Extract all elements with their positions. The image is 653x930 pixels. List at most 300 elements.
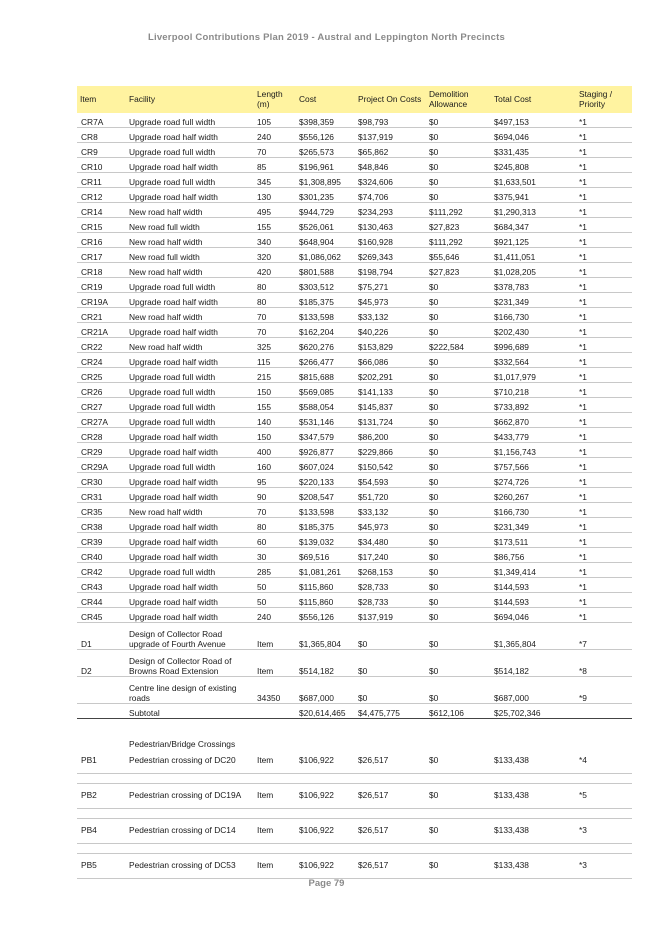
table-cell: $1,290,313 <box>491 203 576 218</box>
table-cell: $185,375 <box>296 518 355 533</box>
table-cell: $34,480 <box>355 533 426 548</box>
table-cell: *1 <box>576 173 632 188</box>
table-cell: $66,086 <box>355 353 426 368</box>
table-cell: $208,547 <box>296 488 355 503</box>
table-cell: CR7A <box>77 113 126 128</box>
table-cell: $131,724 <box>355 413 426 428</box>
table-row <box>77 218 632 233</box>
table-cell: Design of Collector Road of Browns Road Extension <box>126 650 254 677</box>
table-cell: $260,267 <box>491 488 576 503</box>
column-header: Facility <box>126 86 254 113</box>
table-cell: Upgrade road full width <box>126 278 254 293</box>
table-cell <box>254 704 296 719</box>
table-cell: $220,133 <box>296 473 355 488</box>
table-cell: $266,477 <box>296 353 355 368</box>
table-cell: CR35 <box>77 503 126 518</box>
table-cell: 115 <box>254 353 296 368</box>
table-cell: $26,517 <box>355 854 426 879</box>
table-cell: $166,730 <box>491 503 576 518</box>
table-row <box>77 443 632 458</box>
design-row <box>77 623 632 650</box>
table-cell: *1 <box>576 503 632 518</box>
table-cell: $1,365,804 <box>296 623 355 650</box>
column-header: Total Cost <box>491 86 576 113</box>
table-cell: 160 <box>254 458 296 473</box>
table-cell: $0 <box>426 623 491 650</box>
table-cell: 50 <box>254 578 296 593</box>
table-cell: $687,000 <box>296 677 355 704</box>
table-cell: $332,564 <box>491 353 576 368</box>
table-cell: *3 <box>576 819 632 844</box>
table-cell: *1 <box>576 233 632 248</box>
table-cell: *1 <box>576 443 632 458</box>
table-cell: $684,347 <box>491 218 576 233</box>
table-cell: $556,126 <box>296 608 355 623</box>
table-cell: $0 <box>426 854 491 879</box>
table-cell: $620,276 <box>296 338 355 353</box>
table-cell: $133,598 <box>296 503 355 518</box>
table-cell: $0 <box>426 428 491 443</box>
table-cell: *1 <box>576 188 632 203</box>
table-row <box>77 503 632 518</box>
table-cell: *1 <box>576 143 632 158</box>
table-cell: D1 <box>77 623 126 650</box>
table-cell: $347,579 <box>296 428 355 443</box>
table-cell: Subtotal <box>126 704 254 719</box>
table-cell: *1 <box>576 308 632 323</box>
table-row <box>77 233 632 248</box>
table-cell: CR11 <box>77 173 126 188</box>
table-cell: $0 <box>355 650 426 677</box>
table-row <box>77 173 632 188</box>
section-title: Pedestrian/Bridge Crossings <box>129 738 236 749</box>
table-cell: CR12 <box>77 188 126 203</box>
table-row <box>77 278 632 293</box>
table-cell: CR30 <box>77 473 126 488</box>
table-cell: *1 <box>576 533 632 548</box>
table-cell: $0 <box>426 749 491 774</box>
table-cell: $0 <box>426 819 491 844</box>
table-cell: $1,028,205 <box>491 263 576 278</box>
table-cell: $185,375 <box>296 293 355 308</box>
table-cell: Upgrade road half width <box>126 158 254 173</box>
table-cell: CR17 <box>77 248 126 263</box>
table-header-row <box>77 86 632 113</box>
table-cell: *1 <box>576 488 632 503</box>
contributions-table <box>77 86 632 879</box>
table-cell: *7 <box>576 623 632 650</box>
table-cell: $27,823 <box>426 263 491 278</box>
table-cell: 130 <box>254 188 296 203</box>
table-cell: $694,046 <box>491 128 576 143</box>
table-cell: 105 <box>254 113 296 128</box>
table-cell: $25,702,346 <box>491 704 576 719</box>
table-cell: $0 <box>426 293 491 308</box>
table-cell: $0 <box>426 323 491 338</box>
gap-row <box>77 844 632 854</box>
table-cell: $324,606 <box>355 173 426 188</box>
table-cell: $0 <box>426 383 491 398</box>
table-cell: 80 <box>254 518 296 533</box>
table-cell: $86,756 <box>491 548 576 563</box>
table-cell: $556,126 <box>296 128 355 143</box>
table-cell: CR19 <box>77 278 126 293</box>
table-cell: $398,359 <box>296 113 355 128</box>
table-cell: $74,706 <box>355 188 426 203</box>
table-cell: 325 <box>254 338 296 353</box>
table-cell: 320 <box>254 248 296 263</box>
table-cell: 400 <box>254 443 296 458</box>
table-cell: Upgrade road full width <box>126 368 254 383</box>
table-cell: New road half width <box>126 233 254 248</box>
table-cell: *1 <box>576 608 632 623</box>
table-cell: Upgrade road full width <box>126 398 254 413</box>
table-cell: $33,132 <box>355 503 426 518</box>
table-cell: *1 <box>576 578 632 593</box>
table-row <box>77 113 632 128</box>
table-cell: $303,512 <box>296 278 355 293</box>
table-cell: $694,046 <box>491 608 576 623</box>
table-row <box>77 338 632 353</box>
table-cell: Upgrade road full width <box>126 413 254 428</box>
table-cell: $531,146 <box>296 413 355 428</box>
table-cell: $0 <box>355 677 426 704</box>
table-cell: $0 <box>426 353 491 368</box>
table-cell: *9 <box>576 677 632 704</box>
table-cell: *1 <box>576 518 632 533</box>
table-row <box>77 578 632 593</box>
table-cell: $944,729 <box>296 203 355 218</box>
table-cell: $0 <box>426 608 491 623</box>
table-cell: Upgrade road half width <box>126 323 254 338</box>
table-cell: 285 <box>254 563 296 578</box>
table-cell: New road half width <box>126 338 254 353</box>
table-cell: $1,081,261 <box>296 563 355 578</box>
table-cell: 90 <box>254 488 296 503</box>
table-cell: CR9 <box>77 143 126 158</box>
table-row <box>77 323 632 338</box>
table-cell: $0 <box>426 533 491 548</box>
table-cell: Upgrade road full width <box>126 113 254 128</box>
table-row <box>77 188 632 203</box>
table-cell: $106,922 <box>296 749 355 774</box>
table-cell: Upgrade road half width <box>126 488 254 503</box>
table-cell: Upgrade road half width <box>126 353 254 368</box>
table-cell: *1 <box>576 158 632 173</box>
table-cell: $48,846 <box>355 158 426 173</box>
table-cell: Item <box>254 749 296 774</box>
table-cell: 30 <box>254 548 296 563</box>
table-row <box>77 608 632 623</box>
table-cell: *1 <box>576 353 632 368</box>
table-cell: 345 <box>254 173 296 188</box>
table-cell: $0 <box>426 308 491 323</box>
table-cell: Upgrade road half width <box>126 128 254 143</box>
table-cell: CR16 <box>77 233 126 248</box>
table-cell: $514,182 <box>491 650 576 677</box>
table-cell: $588,054 <box>296 398 355 413</box>
table-row <box>77 563 632 578</box>
table-cell: $0 <box>426 113 491 128</box>
page-number: Page 79 <box>308 878 345 889</box>
table-cell: 140 <box>254 413 296 428</box>
table-row <box>77 518 632 533</box>
table-cell: *1 <box>576 248 632 263</box>
table-cell: 240 <box>254 128 296 143</box>
table-cell: CR21A <box>77 323 126 338</box>
table-cell: PB1 <box>77 749 126 774</box>
table-cell: $133,438 <box>491 819 576 844</box>
table-cell: $801,588 <box>296 263 355 278</box>
table-cell: Upgrade road half width <box>126 548 254 563</box>
table-cell: New road half width <box>126 308 254 323</box>
table-cell <box>576 704 632 719</box>
table-cell: $375,941 <box>491 188 576 203</box>
table-cell: CR25 <box>77 368 126 383</box>
table-cell: $133,438 <box>491 749 576 774</box>
table-cell: CR15 <box>77 218 126 233</box>
table-cell: $331,435 <box>491 143 576 158</box>
table-cell: $996,689 <box>491 338 576 353</box>
column-header: Demolition Allowance <box>426 86 491 113</box>
table-cell: $33,132 <box>355 308 426 323</box>
table-row <box>77 398 632 413</box>
table-cell: $222,584 <box>426 338 491 353</box>
table-cell: $153,829 <box>355 338 426 353</box>
table-cell: $133,438 <box>491 854 576 879</box>
table-row <box>77 263 632 278</box>
table-cell: Upgrade road full width <box>126 383 254 398</box>
table-cell: $115,860 <box>296 578 355 593</box>
table-cell: $26,517 <box>355 784 426 809</box>
table-cell: 150 <box>254 383 296 398</box>
table-cell: CR28 <box>77 428 126 443</box>
table-cell: $202,430 <box>491 323 576 338</box>
table-cell: *4 <box>576 749 632 774</box>
table-cell: $0 <box>426 158 491 173</box>
table-cell: 70 <box>254 323 296 338</box>
table-cell: 70 <box>254 503 296 518</box>
table-cell: $75,271 <box>355 278 426 293</box>
table-row <box>77 143 632 158</box>
table-cell: D2 <box>77 650 126 677</box>
table-cell: CR29 <box>77 443 126 458</box>
table-cell: $229,866 <box>355 443 426 458</box>
table-cell: Design of Collector Road upgrade of Fourth Avenue <box>126 623 254 650</box>
table-cell: Item <box>254 819 296 844</box>
table-cell: CR27A <box>77 413 126 428</box>
table-cell: $648,904 <box>296 233 355 248</box>
table-cell: PB2 <box>77 784 126 809</box>
table-cell: $0 <box>426 593 491 608</box>
table-cell: $1,086,062 <box>296 248 355 263</box>
table-cell: 85 <box>254 158 296 173</box>
table-cell: $137,919 <box>355 128 426 143</box>
table-row <box>77 413 632 428</box>
table-cell: Upgrade road half width <box>126 578 254 593</box>
table-cell: $0 <box>426 173 491 188</box>
table-cell: $0 <box>426 128 491 143</box>
table-cell: CR22 <box>77 338 126 353</box>
table-cell: $69,516 <box>296 548 355 563</box>
table-cell: $196,961 <box>296 158 355 173</box>
table-cell: $926,877 <box>296 443 355 458</box>
table-cell: *1 <box>576 338 632 353</box>
table-cell: 150 <box>254 428 296 443</box>
table-cell: $198,794 <box>355 263 426 278</box>
table-cell: $301,235 <box>296 188 355 203</box>
table-cell: *1 <box>576 263 632 278</box>
table-cell: $514,182 <box>296 650 355 677</box>
table-cell: $0 <box>426 563 491 578</box>
table-cell: *1 <box>576 323 632 338</box>
document-header: Liverpool Contributions Plan 2019 - Austral and Leppington North Precincts <box>147 32 505 43</box>
table-cell: *1 <box>576 383 632 398</box>
table-cell: $733,892 <box>491 398 576 413</box>
table-cell: CR27 <box>77 398 126 413</box>
table-cell: 155 <box>254 398 296 413</box>
table-row <box>77 458 632 473</box>
table-cell: Upgrade road half width <box>126 593 254 608</box>
table-cell: *1 <box>576 548 632 563</box>
table-cell: Upgrade road full width <box>126 143 254 158</box>
table-cell: $28,733 <box>355 593 426 608</box>
table-cell: *1 <box>576 368 632 383</box>
table-cell: $234,293 <box>355 203 426 218</box>
table-cell: $662,870 <box>491 413 576 428</box>
table-cell: CR40 <box>77 548 126 563</box>
table-row <box>77 533 632 548</box>
table-row <box>77 308 632 323</box>
table-cell: $133,598 <box>296 308 355 323</box>
table-cell: $26,517 <box>355 749 426 774</box>
table-cell: Item <box>254 650 296 677</box>
table-cell: Upgrade road half width <box>126 428 254 443</box>
table-cell: $106,922 <box>296 854 355 879</box>
table-cell: 50 <box>254 593 296 608</box>
table-row <box>77 383 632 398</box>
table-cell: $0 <box>426 677 491 704</box>
table-cell: $65,862 <box>355 143 426 158</box>
table-cell: 95 <box>254 473 296 488</box>
table-cell: $0 <box>426 473 491 488</box>
table-cell: $0 <box>426 518 491 533</box>
table-cell: $28,733 <box>355 578 426 593</box>
table-cell: $1,017,979 <box>491 368 576 383</box>
table-cell: $26,517 <box>355 819 426 844</box>
table-cell: $40,226 <box>355 323 426 338</box>
table-cell: $139,032 <box>296 533 355 548</box>
table-cell: Upgrade road full width <box>126 563 254 578</box>
table-cell: CR10 <box>77 158 126 173</box>
table-cell: $612,106 <box>426 704 491 719</box>
table-cell: *1 <box>576 413 632 428</box>
table-cell: 340 <box>254 233 296 248</box>
table-cell: Upgrade road half width <box>126 188 254 203</box>
table-cell: $815,688 <box>296 368 355 383</box>
table-cell: $106,922 <box>296 784 355 809</box>
table-cell: Upgrade road half width <box>126 443 254 458</box>
table-cell: CR18 <box>77 263 126 278</box>
table-cell: $265,573 <box>296 143 355 158</box>
table-row <box>77 128 632 143</box>
table-cell: $433,779 <box>491 428 576 443</box>
table-cell: $0 <box>426 458 491 473</box>
table-cell: CR26 <box>77 383 126 398</box>
table-cell: $162,204 <box>296 323 355 338</box>
table-cell <box>77 704 126 719</box>
table-cell: $0 <box>426 650 491 677</box>
table-cell: $268,153 <box>355 563 426 578</box>
table-row <box>77 203 632 218</box>
table-cell: CR45 <box>77 608 126 623</box>
table-cell: $106,922 <box>296 819 355 844</box>
table-row <box>77 593 632 608</box>
table-row <box>77 548 632 563</box>
table-cell: $0 <box>426 784 491 809</box>
column-header: Staging / Priority <box>576 86 632 113</box>
table-cell: $0 <box>426 488 491 503</box>
column-header: Length (m) <box>254 86 296 113</box>
table-cell: $1,156,743 <box>491 443 576 458</box>
table-cell: *1 <box>576 113 632 128</box>
table-row <box>77 353 632 368</box>
table-cell: *1 <box>576 398 632 413</box>
table-cell: $1,349,414 <box>491 563 576 578</box>
table-cell: $269,343 <box>355 248 426 263</box>
table-row <box>77 248 632 263</box>
table-cell: $0 <box>426 368 491 383</box>
table-cell: $51,720 <box>355 488 426 503</box>
table-cell: *1 <box>576 203 632 218</box>
table-cell: $1,308,895 <box>296 173 355 188</box>
table-cell: $111,292 <box>426 233 491 248</box>
table-cell: 34350 <box>254 677 296 704</box>
table-cell: $20,614,465 <box>296 704 355 719</box>
table-cell: *1 <box>576 293 632 308</box>
table-cell: $1,365,804 <box>491 623 576 650</box>
table-cell: $0 <box>426 503 491 518</box>
table-cell: CR43 <box>77 578 126 593</box>
table-cell: $54,593 <box>355 473 426 488</box>
table-cell: $98,793 <box>355 113 426 128</box>
pedestrian-crossing-row <box>77 819 632 844</box>
table-cell: Pedestrian crossing of DC19A <box>126 784 254 809</box>
table-cell: 80 <box>254 293 296 308</box>
table-body <box>77 113 632 879</box>
table-cell: *8 <box>576 650 632 677</box>
table-cell: $55,646 <box>426 248 491 263</box>
table-cell: $1,411,051 <box>491 248 576 263</box>
table-cell: PB4 <box>77 819 126 844</box>
gap-row <box>77 774 632 784</box>
table-cell: Centre line design of existing roads <box>126 677 254 704</box>
table-cell: $4,475,775 <box>355 704 426 719</box>
table-cell: $27,823 <box>426 218 491 233</box>
table-cell: CR19A <box>77 293 126 308</box>
table-cell: 60 <box>254 533 296 548</box>
table-cell: $141,133 <box>355 383 426 398</box>
pedestrian-crossing-row <box>77 749 632 774</box>
table-cell: $160,928 <box>355 233 426 248</box>
table-cell: $0 <box>426 143 491 158</box>
table-cell: $0 <box>426 188 491 203</box>
section-title-row <box>77 725 632 749</box>
table-cell: $710,218 <box>491 383 576 398</box>
table-cell: CR44 <box>77 593 126 608</box>
table-cell: Item <box>254 623 296 650</box>
table-row <box>77 293 632 308</box>
